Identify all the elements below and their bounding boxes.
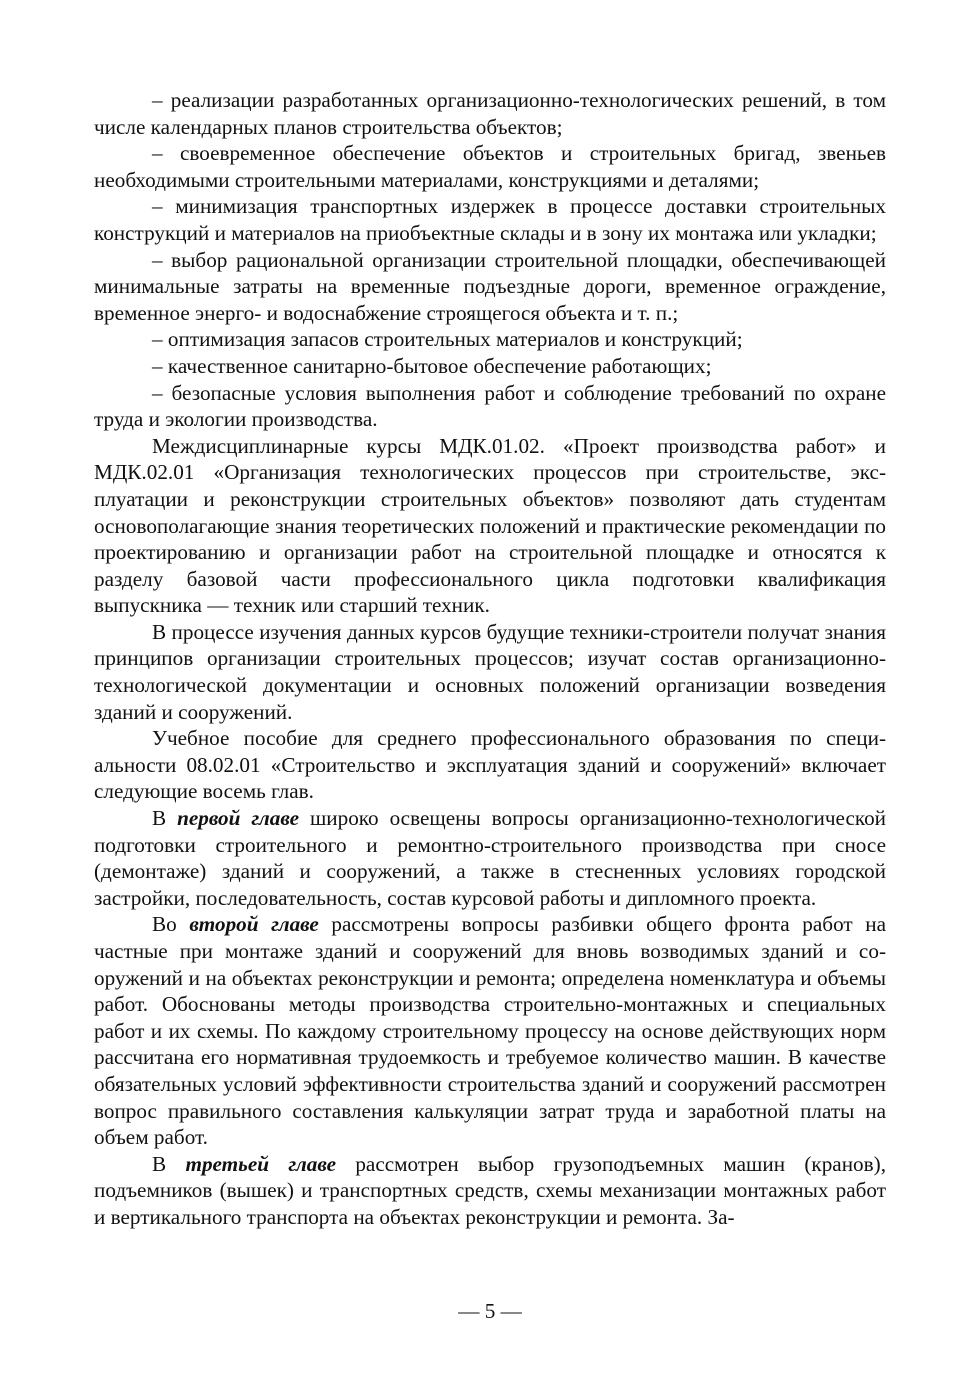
paragraph-body: рассмотрены вопросы разбивки общего фронта работ на частные при монтаже зданий и сооружений для вновь возводимых зданий и сооружений и на объектах реконструкции и ремонта; определена номенклатура и объемы работ. Обоснованы методы производства строительно-монтажных и специальных работ и их схемы. По каждому строительному процессу на основе действующих норм рассчитана его нормативная трудоемкость и требуемое количество машин. В качестве обязательных условий эффективности строительства зданий и сооружений рассмотрен вопрос правильного составления калькуляции затрат труда и заработной платы на объем работ. (94, 912, 886, 1150)
paragraph-lead: Во (152, 912, 190, 937)
paragraph-bullet-transport-costs: – минимизация транспортных издержек в процессе доставки строительных конструкций и материалов на приобъектные склады и в зону их монтажа или укладки; (94, 194, 886, 245)
paragraph-courses: Междисциплинарные курсы МДК.01.02. «Проект производства работ» и МДК.02.01 «Организация технологических процессов при строительстве, эксплуатации и реконструкции строительных объектов» позволяют дать студентам основополагающие знания теоретических положений и практические рекомендации по проектированию и организации работ на строительной площадке и относятся к разделу базовой части профессионального цикла подготовки квалификация выпускника — техник или старший техник. (94, 433, 886, 618)
chapter-one-emphasis: первой главе (177, 806, 300, 831)
paragraph-body: широко освещены вопросы организационно-технологической подготовки строительного и ремонтно-строительного производства при сносе (демонтаже) зданий и сооружений, а также в стесненных условиях городской застройки, последовательность, состав курсовой работы и дипломного проекта. (94, 806, 887, 910)
chapter-two-emphasis: второй главе (189, 912, 319, 937)
paragraph-textbook-structure: Учебное пособие для среднего профессионального образования по специальности 08.02.01 «Строительство и эксплуатация зданий и сооружений» включает следующие восемь глав. (94, 726, 886, 804)
page-number: — 5 — (458, 1299, 522, 1323)
paragraph-bullet-implementation: – реализации разработанных организационно-технологических решений, в том числе календарных планов строительства объектов; (94, 88, 886, 139)
paragraph-bullet-sanitary: – качественное санитарно-бытовое обеспечение работающих; (152, 353, 712, 378)
paragraph-bullet-safety: – безопасные условия выполнения работ и соблюдение требований по охране труда и экологии производства. (94, 380, 886, 432)
paragraph-chapter-two (94, 911, 886, 1150)
paragraph-study-process: В процессе изучения данных курсов будущие техники-строители получат знания принципов организации строительных процессов; изучат состав организационно-технологической документации и основных положений организации возведения зданий и сооружений. (94, 619, 886, 724)
paragraph-chapter-one (94, 805, 886, 911)
paragraph-lead: В (152, 1151, 186, 1176)
document-page (94, 87, 886, 1297)
paragraph-bullet-site-organization: – выбор рациональной организации строительной площадки, обеспечивающей минимальные затраты на временные подъездные дороги, временное ограждение, временное энерго- и водоснабжение строящегося объекта и т. п.; (94, 247, 886, 325)
paragraph-bullet-stock-optimization: – оптимизация запасов строительных материалов и конструкций; (152, 327, 743, 352)
paragraph-chapter-three (94, 1151, 886, 1231)
paragraph-body: рассмотрен выбор грузоподъемных машин (кранов), подъемников (вышек) и транспортных средств, схемы механизации монтажных работ и вертикального транспорта на объектах реконструкции и ремонта. За- (94, 1151, 887, 1229)
chapter-three-emphasis: третьей главе (185, 1151, 336, 1176)
paragraph-lead: В (152, 806, 178, 831)
paragraph-bullet-supply: – своевременное обеспечение объектов и строительных бригад, звеньев необходимыми строительными материалами, конструкциями и деталями; (94, 141, 886, 192)
